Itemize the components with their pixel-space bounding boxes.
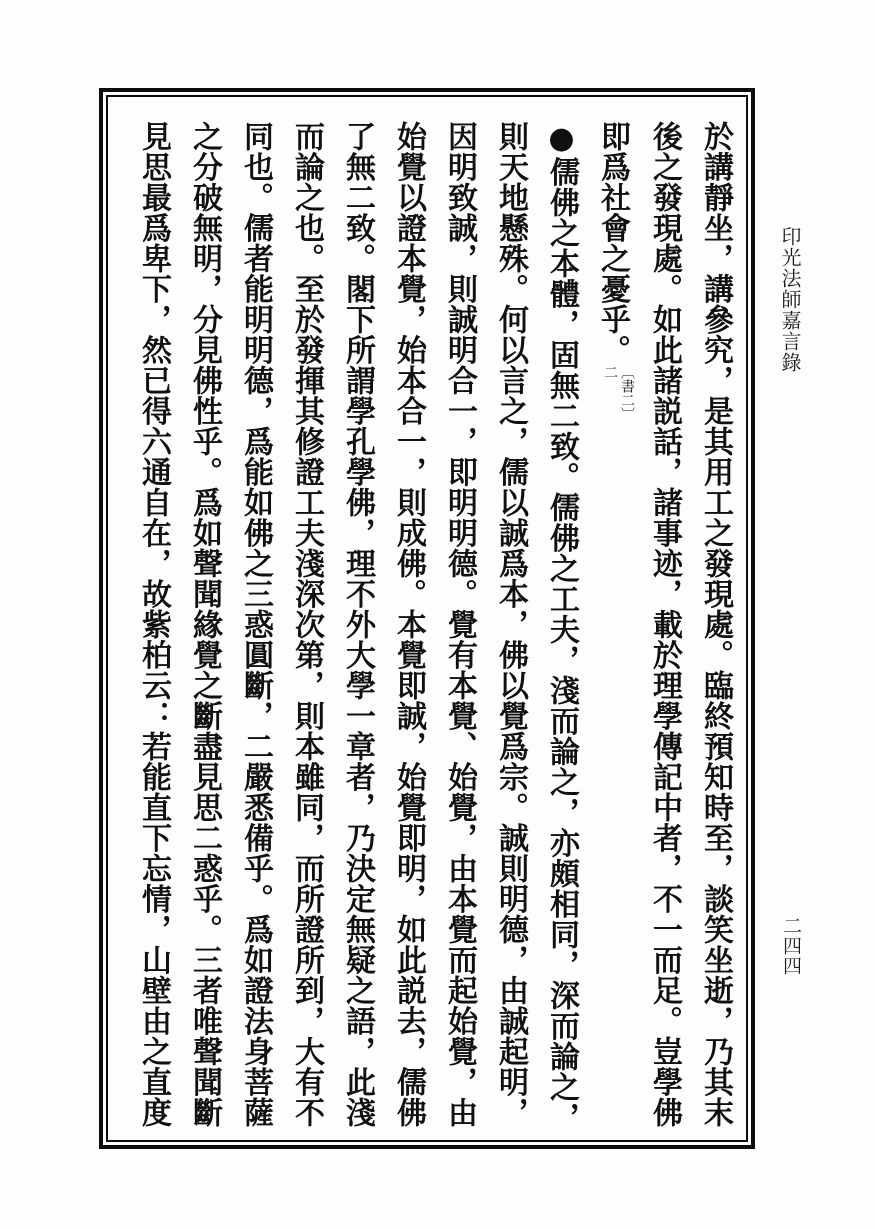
text-column: 始覺以證本覺，始本合一，則成佛。本覺即誠，始覺即明，如此説去，儒佛 <box>391 121 426 1128</box>
text-column: 則天地懸殊。何以言之，儒以誠爲本，佛以覺爲宗。誠則明德，由誠起明， <box>493 121 528 1128</box>
text-column: 後之發現處。如此諸説話，諸事迹，載於理學傳記中者，不一而足。豈學佛 <box>647 121 682 1128</box>
text-run: 即爲社會之憂乎。 <box>595 121 630 365</box>
main-text-block <box>121 121 741 1133</box>
running-title: 印光法師嘉言錄 <box>778 226 802 373</box>
text-column: 於講靜坐，講參究，是其用工之發現處。臨終預知時至，談笑坐逝，乃其末 <box>698 121 733 1128</box>
text-column: 因明致誠，則誠明合一，即明明德。覺有本覺、始覺，由本覺而起始覺，由 <box>442 121 477 1128</box>
citation-note-line: 二 <box>602 365 618 379</box>
citation-note <box>601 365 635 421</box>
text-column: 了無二致。閣下所謂學孔學佛，理不外大學一章者，乃決定無疑之語，此淺 <box>340 121 375 1128</box>
page-number: 二四四 <box>780 916 802 976</box>
text-column: 而論之也。至於發揮其修證工夫淺深次第，則本雖同，而所證所到，大有不 <box>289 121 324 1128</box>
text-column: 同也。儒者能明明德，爲能如佛之三惑圓斷，二嚴悉備乎。爲如證法身菩薩 <box>238 121 273 1128</box>
text-column <box>587 121 639 1130</box>
page-border-inner-rule <box>106 95 748 1142</box>
text-column: 見思最爲卑下，然已得六通自在，故紫柏云：若能直下忘情，山壁由之直度 <box>136 121 171 1128</box>
page-border-frame <box>99 88 755 1149</box>
text-column: ●儒佛之本體，固無二致。儒佛之工夫，淺而論之，亦頗相同，深而論之， <box>544 121 579 1133</box>
text-column: 之分破無明，分見佛性乎。爲如聲聞緣覺之斷盡見思二惑乎。三者唯聲聞斷 <box>187 121 222 1128</box>
citation-note-line: 〔書二〕 <box>619 365 635 421</box>
